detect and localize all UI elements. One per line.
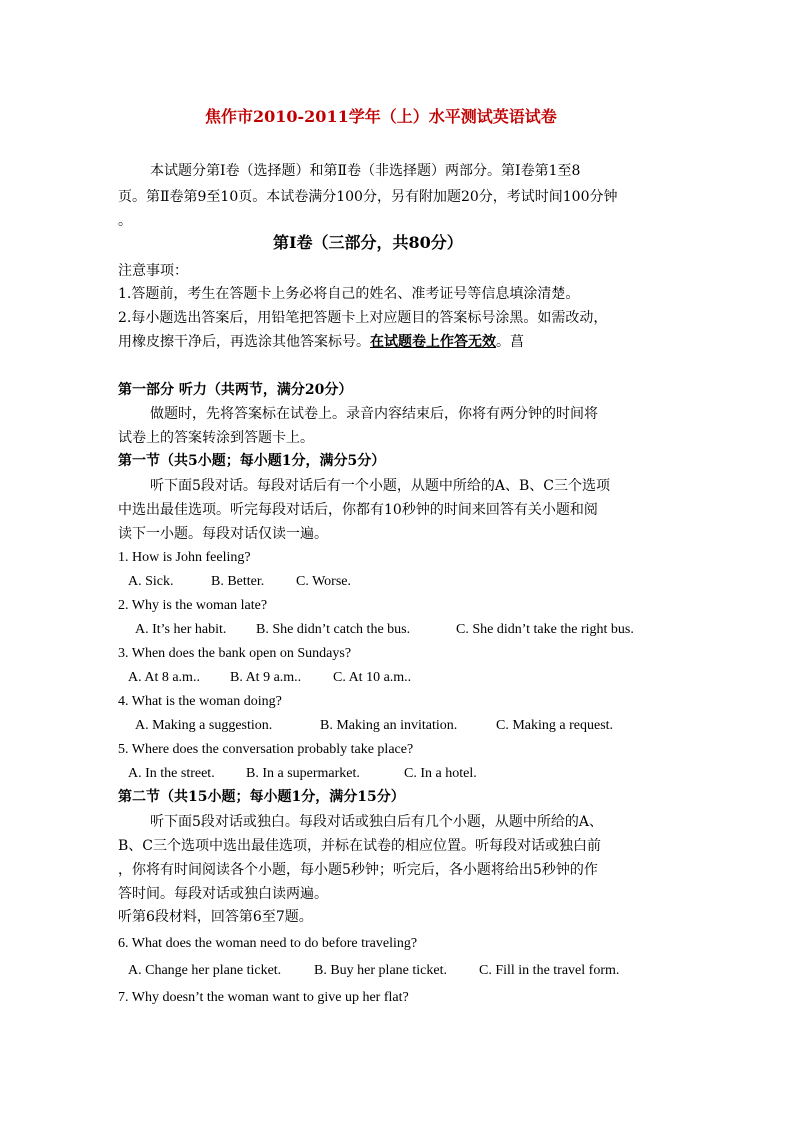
listening-heading: 第一部分 听力（共两节，满分20分） [118, 382, 353, 398]
section2-desc-line-3: ，你将有时间阅读各个小题，每小题5秒钟；听完后，各小题将给出5秒钟的作 [118, 862, 598, 878]
section2-desc-line-1: 听下面5段对话或独白。每段对话或独白后有几个小题，从题中所给的A、 [150, 814, 604, 830]
question-stem: 3. When does the bank open on Sundays? [118, 646, 352, 661]
option-b: B. Making an invitation. [320, 718, 458, 733]
notes-item-2-plain: 用橡皮擦干净后，再选涂其他答案标号。 [118, 334, 370, 350]
option-c: C. At 10 a.m.. [333, 670, 412, 685]
listening-desc-line-1: 做题时，先将答案标在试卷上。录音内容结束后，你将有两分钟的时间将 [150, 406, 598, 422]
material-label: 听第6段材料，回答第6至7题。 [118, 909, 313, 925]
section1-desc-line-1: 听下面5段对话。每段对话后有一个小题，从题中所给的A、B、C三个选项 [150, 478, 611, 494]
notes-item-2-line-2 [118, 333, 524, 351]
intro-line-1: 本试题分第Ⅰ卷（选择题）和第Ⅱ卷（非选择题）两部分。第Ⅰ卷第1至8 [150, 163, 581, 179]
section1-desc-line-2: 中选出最佳选项。听完每段对话后，你都有10秒钟的时间来回答有关小题和阅 [118, 502, 598, 518]
part1-heading: 第Ⅰ卷（三部分，共80分） [273, 233, 463, 252]
option-a: A. Change her plane ticket. [128, 963, 282, 978]
intro-line-2: 页。第Ⅱ卷第9至10页。本试卷满分100分，另有附加题20分，考试时间100分钟 [118, 189, 618, 205]
option-a: A. Sick. [128, 574, 174, 589]
option-a: A. Making a suggestion. [135, 718, 273, 733]
notes-item-2-emphasis: 在试题卷上作答无效 [370, 334, 496, 350]
question-stem: 7. Why doesn’t the woman want to give up her flat? [118, 990, 409, 1005]
section2-desc-line-2: B、C三个选项中选出最佳选项，并标在试卷的相应位置。听每段对话或独白前 [118, 838, 601, 854]
question-stem: 2. Why is the woman late? [118, 598, 268, 613]
option-c: C. Fill in the travel form. [479, 963, 620, 978]
option-c: C. In a hotel. [404, 766, 477, 781]
option-c: C. She didn’t take the right bus. [456, 622, 634, 637]
section1-heading: 第一节（共5小题；每小题1分，满分5分） [118, 453, 386, 469]
option-a: A. At 8 a.m.. [128, 670, 200, 685]
option-b: B. She didn’t catch the bus. [256, 622, 411, 637]
question-stem: 5. Where does the conversation probably take place? [118, 742, 414, 757]
notes-item-2-line-1: 2.每小题选出答案后，用铅笔把答题卡上对应题目的答案标号涂黑。如需改动， [118, 310, 608, 326]
option-a: A. It’s her habit. [135, 622, 227, 637]
exam-title: 焦作市2010-2011学年（上）水平测试英语试卷 [205, 107, 557, 126]
option-c: C. Worse. [296, 574, 352, 589]
question-stem: 4. What is the woman doing? [118, 694, 282, 709]
question-stem: 6. What does the woman need to do before traveling? [118, 936, 418, 951]
option-b: B. In a supermarket. [246, 766, 360, 781]
section1-desc-line-3: 读下一小题。每段对话仅读一遍。 [118, 526, 328, 542]
notes-item-1: 1.答题前，考生在答题卡上务必将自己的姓名、准考证号等信息填涂清楚。 [118, 286, 580, 302]
question-stem: 1. How is John feeling? [118, 550, 251, 565]
option-b: B. Better. [211, 574, 265, 589]
option-c: C. Making a request. [496, 718, 614, 733]
option-b: B. At 9 a.m.. [230, 670, 302, 685]
option-b: B. Buy her plane ticket. [314, 963, 447, 978]
notes-label: 注意事项： [118, 263, 188, 279]
section2-desc-line-4: 答时间。每段对话或独白读两遍。 [118, 886, 328, 902]
notes-item-2-tail: 。菖 [496, 334, 524, 350]
listening-desc-line-2: 试卷上的答案转涂到答题卡上。 [118, 430, 314, 446]
option-a: A. In the street. [128, 766, 215, 781]
intro-line-3: 。 [118, 213, 132, 229]
section2-heading: 第二节（共15小题；每小题1分，满分15分） [118, 789, 405, 805]
